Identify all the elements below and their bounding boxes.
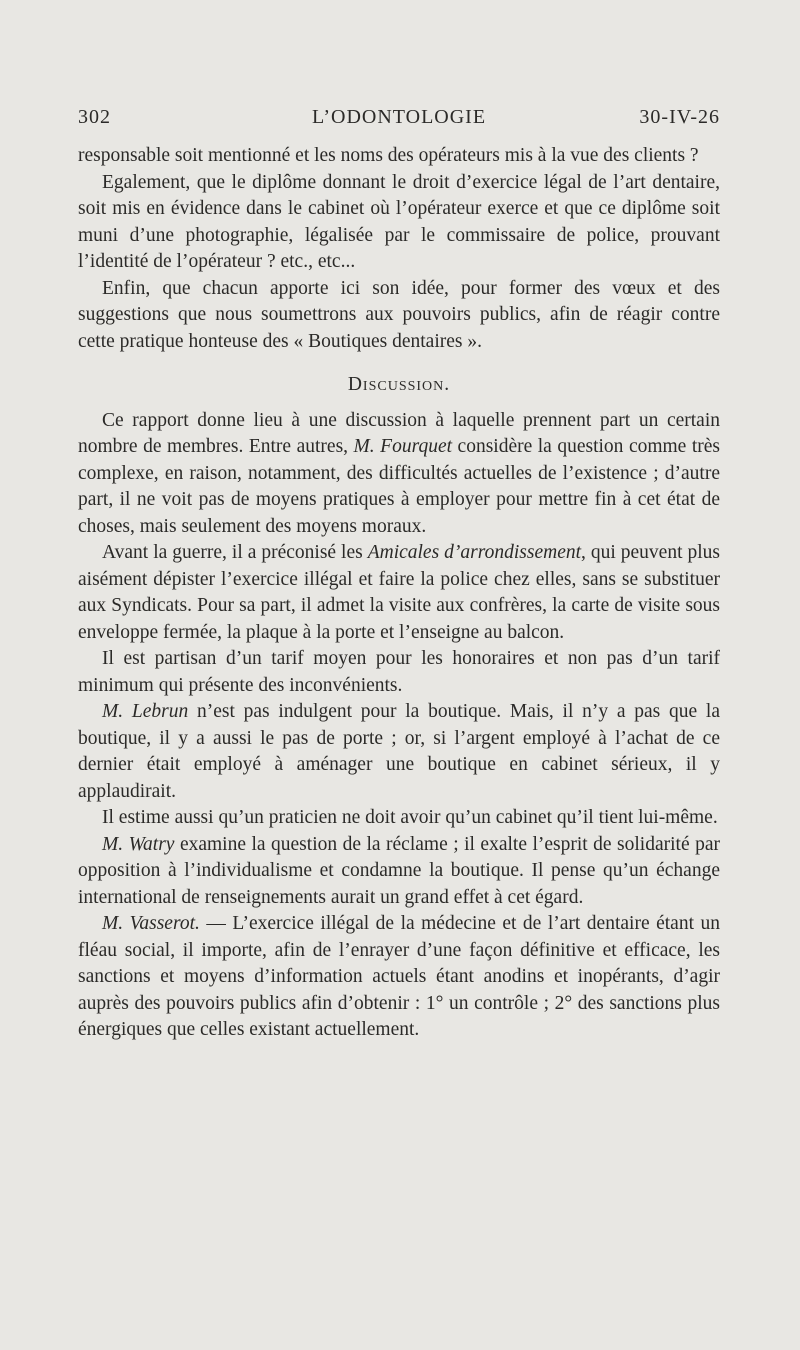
paragraph-lebrun (78, 699, 720, 805)
text-segment: n’est pas indulgent pour la boutique. Mais, il n’y a pas que la boutique, il y a aussi le pas de porte ; or, si l’argent employé à l’achat de ce dernier était employé à aménager une boutique en cabinet sérieux, il y applaudirait. (78, 701, 720, 802)
section-heading: Discussion. (347, 374, 451, 395)
paragraph-diploma: Egalement, que le diplôme donnant le droit d’exercice légal de l’art dentaire, soit mis en évidence dans le cabinet où l’opérateur exerce et que ce diplôme soit muni d’une photographie, légalisée par le commissaire de police, prouvant l’identité de l’opérateur ? etc., etc... (78, 171, 720, 272)
speaker-name: M. Vasserot. (102, 913, 200, 934)
article-body (78, 143, 720, 1044)
text-segment: examine la question de la réclame ; il exalte l’esprit de solidarité par opposition à l’individualisme et condamne la boutique. Il pense qu’un échange international de renseignements aurait un grand effet à cet égard. (78, 833, 720, 908)
text-segment: — L’exercice illégal de la médecine et de l’art dentaire étant un fléau social, il importe, afin de l’enrayer d’une façon définitive et efficace, les sanctions et moyens d’information actuels étant anodins et inopérants, d’agir auprès des pouvoirs publics afin d’obtenir : 1° un contrôle ; 2° des sanctions plus énergiques que celles existant actuellement. (78, 913, 721, 1040)
journal-title: L’ODONTOLOGIE (311, 106, 487, 128)
paragraph-watry (78, 832, 720, 912)
paragraph-amicales (78, 540, 720, 646)
page-number: 302 (78, 106, 111, 128)
paragraph-wishes: Enfin, que chacun apporte ici son idée, pour former des vœux et des suggestions que nous soumettrons aux pouvoirs publics, afin de réagir contre cette pratique honteuse des « Boutiques dentaires ». (78, 277, 720, 352)
speaker-name: M. Fourquet (353, 436, 453, 457)
text-segment: Avant la guerre, il a préconisé les (102, 542, 368, 563)
speaker-name: M. Watry (102, 833, 175, 855)
italic-term: Amicales d’arrondissement (367, 542, 582, 563)
paragraph-tarif: Il est partisan d’un tarif moyen pour les honoraires et non pas d’un tarif minimum qui présente des inconvénients. (78, 648, 720, 696)
text-segment: , qui peuvent plus aisément dépister l’exercice illégal et faire la police chez elles, sans se substituer aux Syndicats. Pour sa part, il admet la visite aux confrères, la carte de visite sous enveloppe fermée, la plaque à la porte et l’enseigne au balcon. (78, 542, 720, 643)
speaker-name: M. Lebrun (102, 701, 189, 722)
text-segment: considère la question comme très complexe, en raison, notamment, des difficultés actuelles de l’existence ; d’autre part, il ne voit pas de moyens pratiques à employer pour mettre fin à cet état de choses, mais seulement des moyens moraux. (78, 436, 720, 537)
paragraph-praticien: Il estime aussi qu’un praticien ne doit avoir qu’un cabinet qu’il tient lui-même. (102, 807, 718, 828)
running-header (78, 106, 720, 136)
paragraph-fourquet (78, 408, 720, 541)
paragraph-vasserot (78, 911, 720, 1044)
issue-date: 30-IV-26 (639, 106, 720, 128)
paragraph-continuation: responsable soit mentionné et les noms des opérateurs mis à la vue des clients ? (78, 145, 699, 166)
text-segment: Ce rapport donne lieu à une discussion à laquelle prennent part un certain nombre de membres. Entre autres, (78, 409, 720, 457)
